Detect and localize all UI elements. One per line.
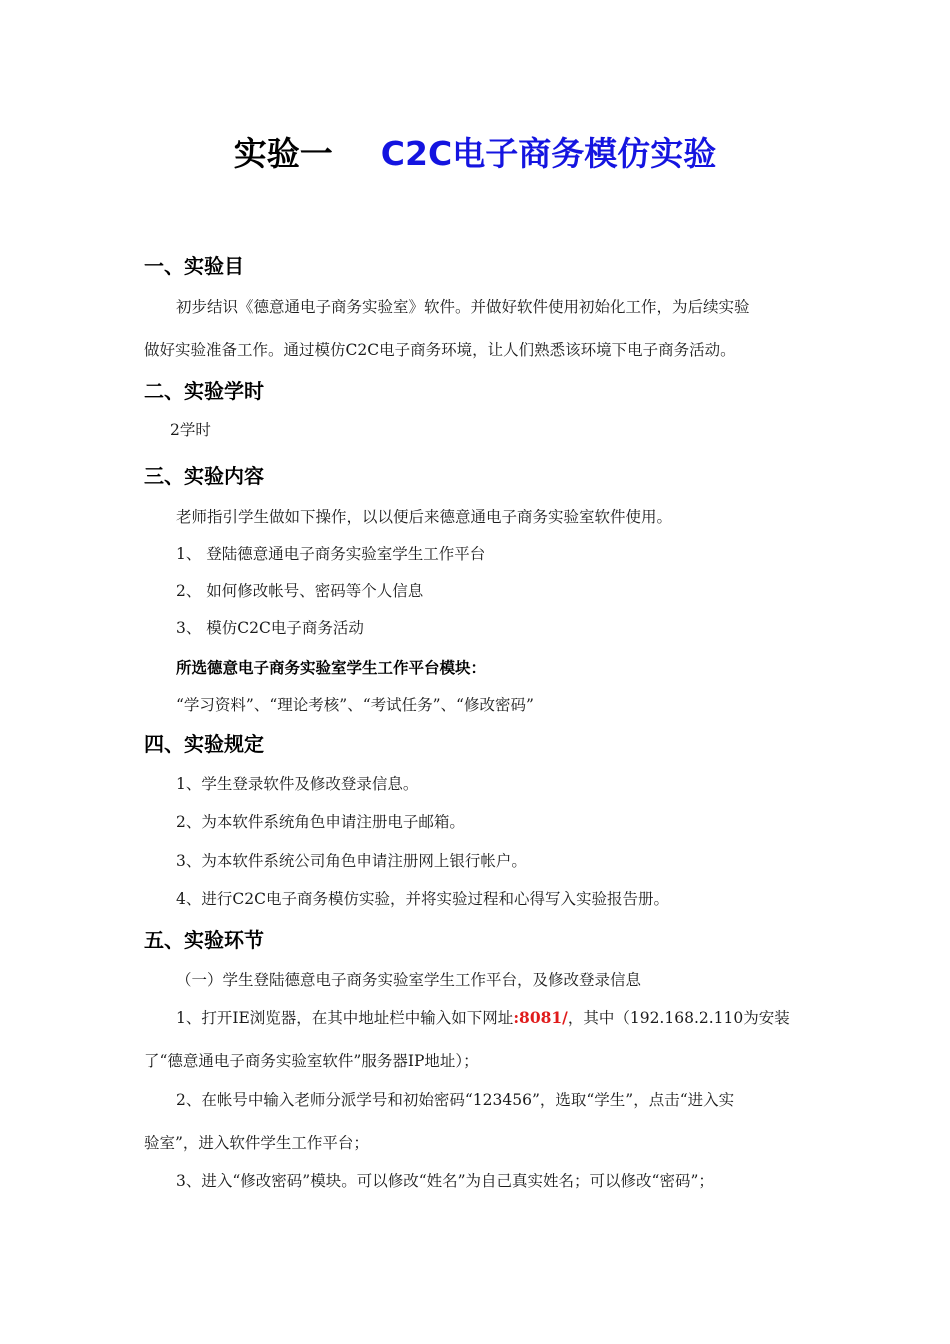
section4-item: 2、为本软件系统角色申请注册电子邮箱。 <box>176 813 465 831</box>
section5-step1-line2: 了“德意通电子商务实验室软件”服务器IP地址）； <box>144 1052 479 1070</box>
section4-item: 4、进行C2C电子商务模仿实验，并将实验过程和心得写入实验报告册。 <box>176 890 669 908</box>
section2-heading: 二、实验学时 <box>144 379 264 403</box>
section5-step3-line1: 3、进入“修改密码”模块。可以修改“姓名”为自己真实姓名；可以修改“密码”； <box>176 1172 714 1190</box>
section4-item: 3、为本软件系统公司角色申请注册网上银行帐户。 <box>176 852 527 870</box>
section3-modules-label: 所选德意电子商务实验室学生工作平台模块： <box>176 659 487 677</box>
section3-item: 1、 登陆德意通电子商务实验室学生工作平台 <box>176 545 486 563</box>
document-title <box>0 128 950 175</box>
section1-para-line1: 初步结识《德意通电子商务实验室》软件。并做好软件使用初始化工作，为后续实验 <box>176 298 750 316</box>
step1-post: ，其中（192.168.2.110为安装 <box>567 1009 790 1027</box>
section2-text: 2学时 <box>170 421 211 439</box>
section5-subheading: （一）学生登陆德意电子商务实验室学生工作平台，及修改登录信息 <box>176 971 642 989</box>
section3-heading: 三、实验内容 <box>144 464 264 488</box>
section1-heading: 一、实验目 <box>144 254 244 278</box>
section3-item: 2、 如何修改帐号、密码等个人信息 <box>176 582 424 600</box>
section1-para-line2: 做好实验准备工作。通过模仿C2C电子商务环境，让人们熟悉该环境下电子商务活动。 <box>144 341 736 359</box>
title-part2: C2C电子商务模仿实验 <box>380 134 717 173</box>
step1-address: :8081/ <box>513 1008 568 1027</box>
section4-item: 1、学生登录软件及修改登录信息。 <box>176 775 419 793</box>
section3-modules: “学习资料”、“理论考核”、“考试任务”、“修改密码” <box>176 696 534 714</box>
title-part1: 实验一 <box>233 134 333 173</box>
section5-heading: 五、实验环节 <box>144 928 264 952</box>
section5-step2-line2: 验室”，进入软件学生工作平台； <box>144 1134 369 1152</box>
section4-heading: 四、实验规定 <box>144 732 264 756</box>
section3-intro: 老师指引学生做如下操作，以以便后来德意通电子商务实验室软件使用。 <box>176 508 673 526</box>
section5-step2-line1: 2、在帐号中输入老师分派学号和初始密码“123456”，选取“学生”，点击“进入实 <box>176 1091 735 1109</box>
step1-pre: 1、打开IE浏览器，在其中地址栏中输入如下网址 <box>176 1009 514 1027</box>
section3-item: 3、 模仿C2C电子商务活动 <box>176 619 364 637</box>
section5-step1-line1 <box>176 1006 790 1028</box>
